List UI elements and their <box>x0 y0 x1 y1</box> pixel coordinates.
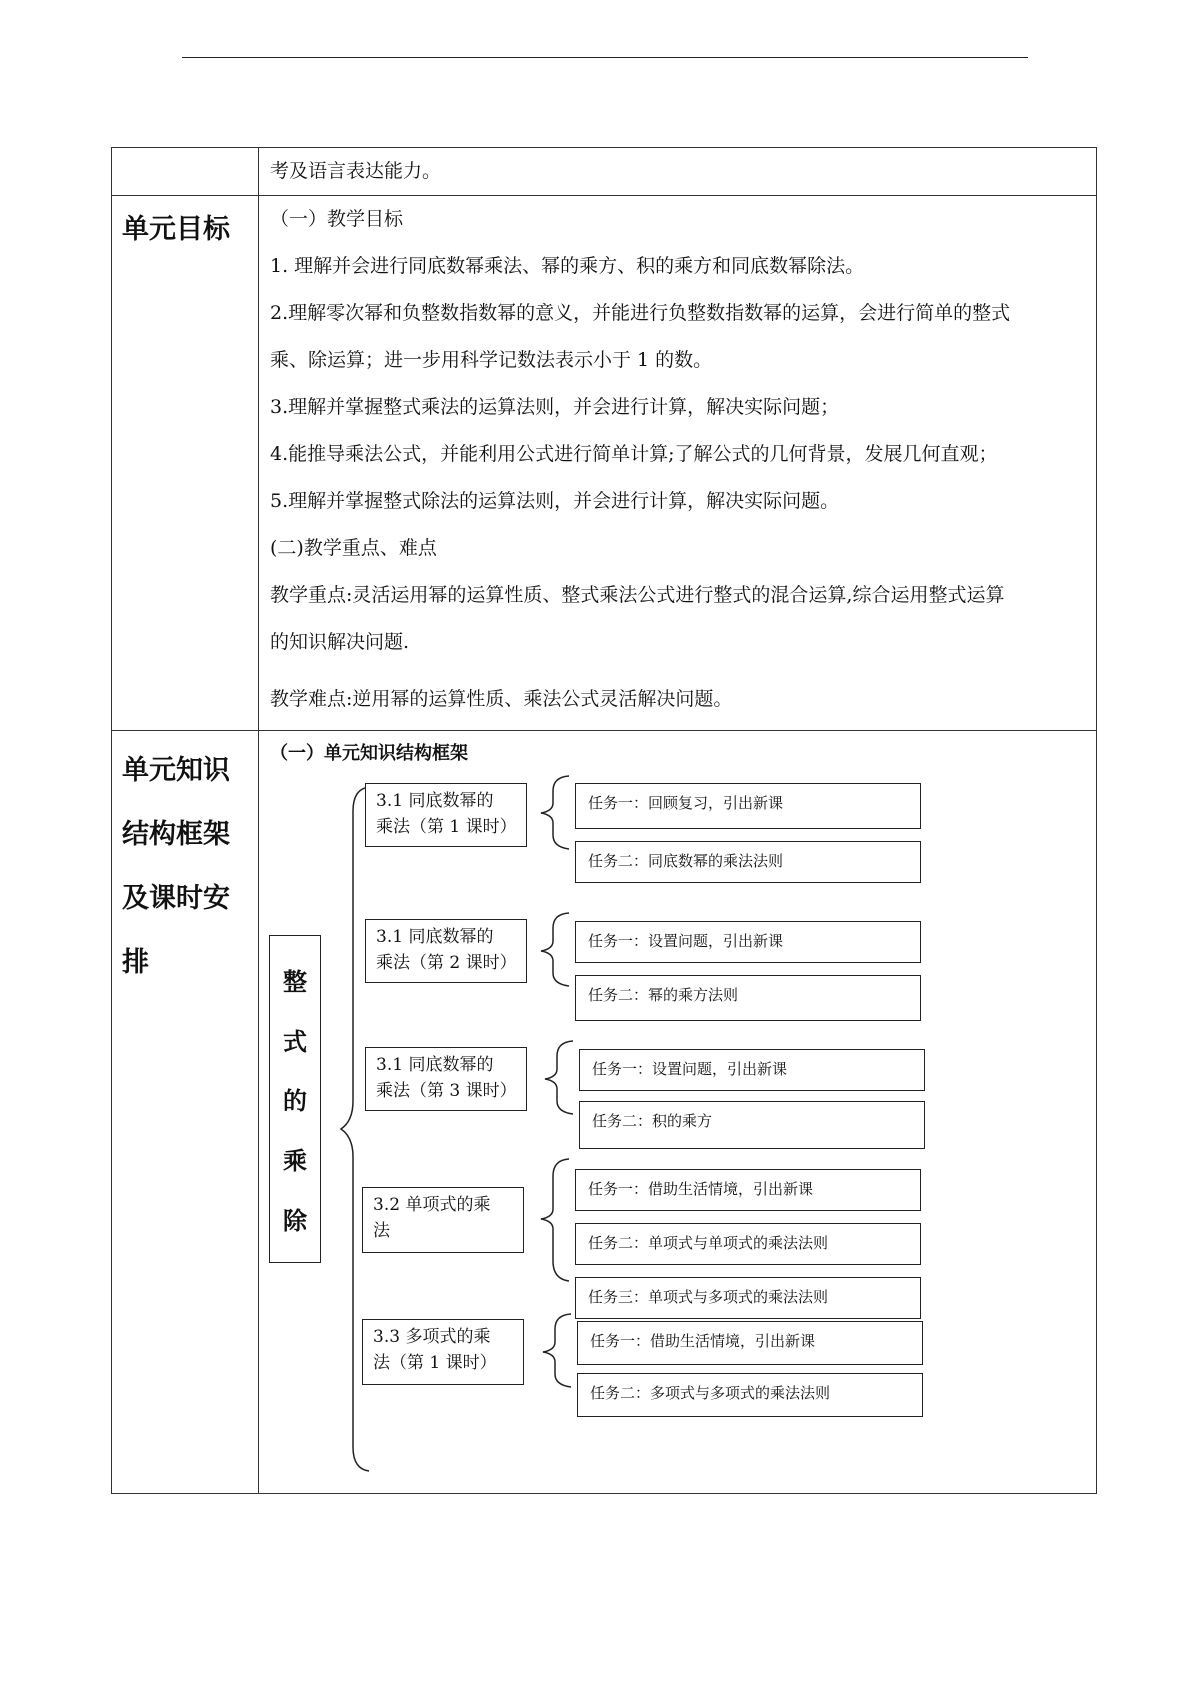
task-box-4-2: 任务二：单项式与单项式的乘法法则 <box>575 1223 921 1265</box>
lesson-5-line-1: 3.3 多项式的乘 <box>373 1327 491 1347</box>
task-box-2-2: 任务二：幂的乘方法则 <box>575 975 921 1021</box>
lesson-2-line-2: 乘法（第 2 课时） <box>376 953 517 973</box>
structure-label-line-3: 及课时安 <box>122 883 230 914</box>
task-box-3-1: 任务一：设置问题，引出新课 <box>579 1049 925 1091</box>
root-char-3: 的 <box>283 1087 307 1116</box>
task-box-4-1: 任务一：借助生活情境，引出新课 <box>575 1169 921 1211</box>
lesson-2-line-1: 3.1 同底数幂的 <box>376 927 494 947</box>
root-topic-box <box>269 935 321 1263</box>
lesson-box-1 <box>365 783 527 847</box>
root-char-1: 整 <box>283 968 307 997</box>
goals-item-2: 2.理解零次幂和负整数指数幂的意义，并能进行负整数指数幂的运算，会进行简单的整式 <box>270 302 1011 324</box>
continuation-label-cell <box>112 148 259 196</box>
continuation-text: 考及语言表达能力。 <box>270 160 442 182</box>
lesson-4-line-2: 法 <box>373 1221 390 1241</box>
lesson-1-line-2: 乘法（第 1 课时） <box>376 817 517 837</box>
goals-item-1: 1. 理解并会进行同底数幂乘法、幂的乘方、积的乘方和同底数幂除法。 <box>270 255 865 277</box>
structure-label-line-1: 单元知识 <box>122 755 230 786</box>
difficult-points: 教学难点:逆用幂的运算性质、乘法公式灵活解决问题。 <box>270 688 733 710</box>
structure-label-cell <box>112 731 259 1494</box>
key-points: 教学重点:灵活运用幂的运算性质、整式乘法公式进行整式的混合运算,综合运用整式运算 <box>270 584 1005 606</box>
goals-heading-2: (二)教学重点、难点 <box>270 537 437 559</box>
diagram-title: （一）单元知识结构框架 <box>270 743 468 764</box>
root-char-2: 式 <box>283 1027 307 1056</box>
lesson-box-2 <box>365 919 527 983</box>
root-char-5: 除 <box>283 1206 307 1235</box>
task-box-1-1: 任务一：回顾复习，引出新课 <box>575 783 921 829</box>
knowledge-structure-diagram <box>259 731 1097 1491</box>
lesson-1-line-1: 3.1 同底数幂的 <box>376 791 494 811</box>
lesson-box-3 <box>365 1047 527 1111</box>
task-box-5-2: 任务二：多项式与多项式的乘法法则 <box>577 1373 923 1417</box>
lesson-4-line-1: 3.2 单项式的乘 <box>373 1195 491 1215</box>
continuation-content-cell <box>259 148 1097 196</box>
task-box-2-1: 任务一：设置问题，引出新课 <box>575 921 921 963</box>
goals-item-3: 3.理解并掌握整式乘法的运算法则，并会进行计算，解决实际问题； <box>270 396 840 418</box>
unit-goals-label: 单元目标 <box>122 214 230 245</box>
key-points-cont: 的知识解决问题. <box>270 631 410 653</box>
structure-label-line-4: 排 <box>122 947 149 978</box>
lesson-box-4 <box>362 1187 524 1253</box>
task-box-1-2: 任务二：同底数幂的乘法法则 <box>575 841 921 883</box>
structure-content-cell <box>259 731 1097 1494</box>
task-box-3-2: 任务二：积的乘方 <box>579 1101 925 1149</box>
unit-goals-row <box>112 196 1097 731</box>
lesson-plan-table <box>111 147 1097 1494</box>
goals-item-2-cont: 乘、除运算；进一步用科学记数法表示小于 1 的数。 <box>270 349 713 371</box>
lesson-box-5 <box>362 1319 524 1385</box>
root-char-4: 乘 <box>283 1147 307 1176</box>
goals-item-4: 4.能推导乘法公式，并能利用公式进行简单计算;了解公式的几何背景，发展几何直观； <box>270 443 998 465</box>
lesson-3-line-2: 乘法（第 3 课时） <box>376 1081 517 1101</box>
lesson-5-line-2: 法（第 1 课时） <box>373 1353 497 1373</box>
task-box-5-1: 任务一：借助生活情境，引出新课 <box>577 1321 923 1365</box>
continuation-row <box>112 148 1097 196</box>
header-rule <box>182 57 1028 58</box>
goals-item-5: 5.理解并掌握整式除法的运算法则，并会进行计算，解决实际问题。 <box>270 490 840 512</box>
structure-label-line-2: 结构框架 <box>122 819 230 850</box>
structure-row <box>112 731 1097 1494</box>
lesson-3-line-1: 3.1 同底数幂的 <box>376 1055 494 1075</box>
unit-goals-label-cell <box>112 196 259 731</box>
task-box-4-3: 任务三：单项式与多项式的乘法法则 <box>575 1277 921 1319</box>
goals-heading-1: （一）教学目标 <box>270 208 404 230</box>
unit-goals-content-cell <box>259 196 1097 731</box>
